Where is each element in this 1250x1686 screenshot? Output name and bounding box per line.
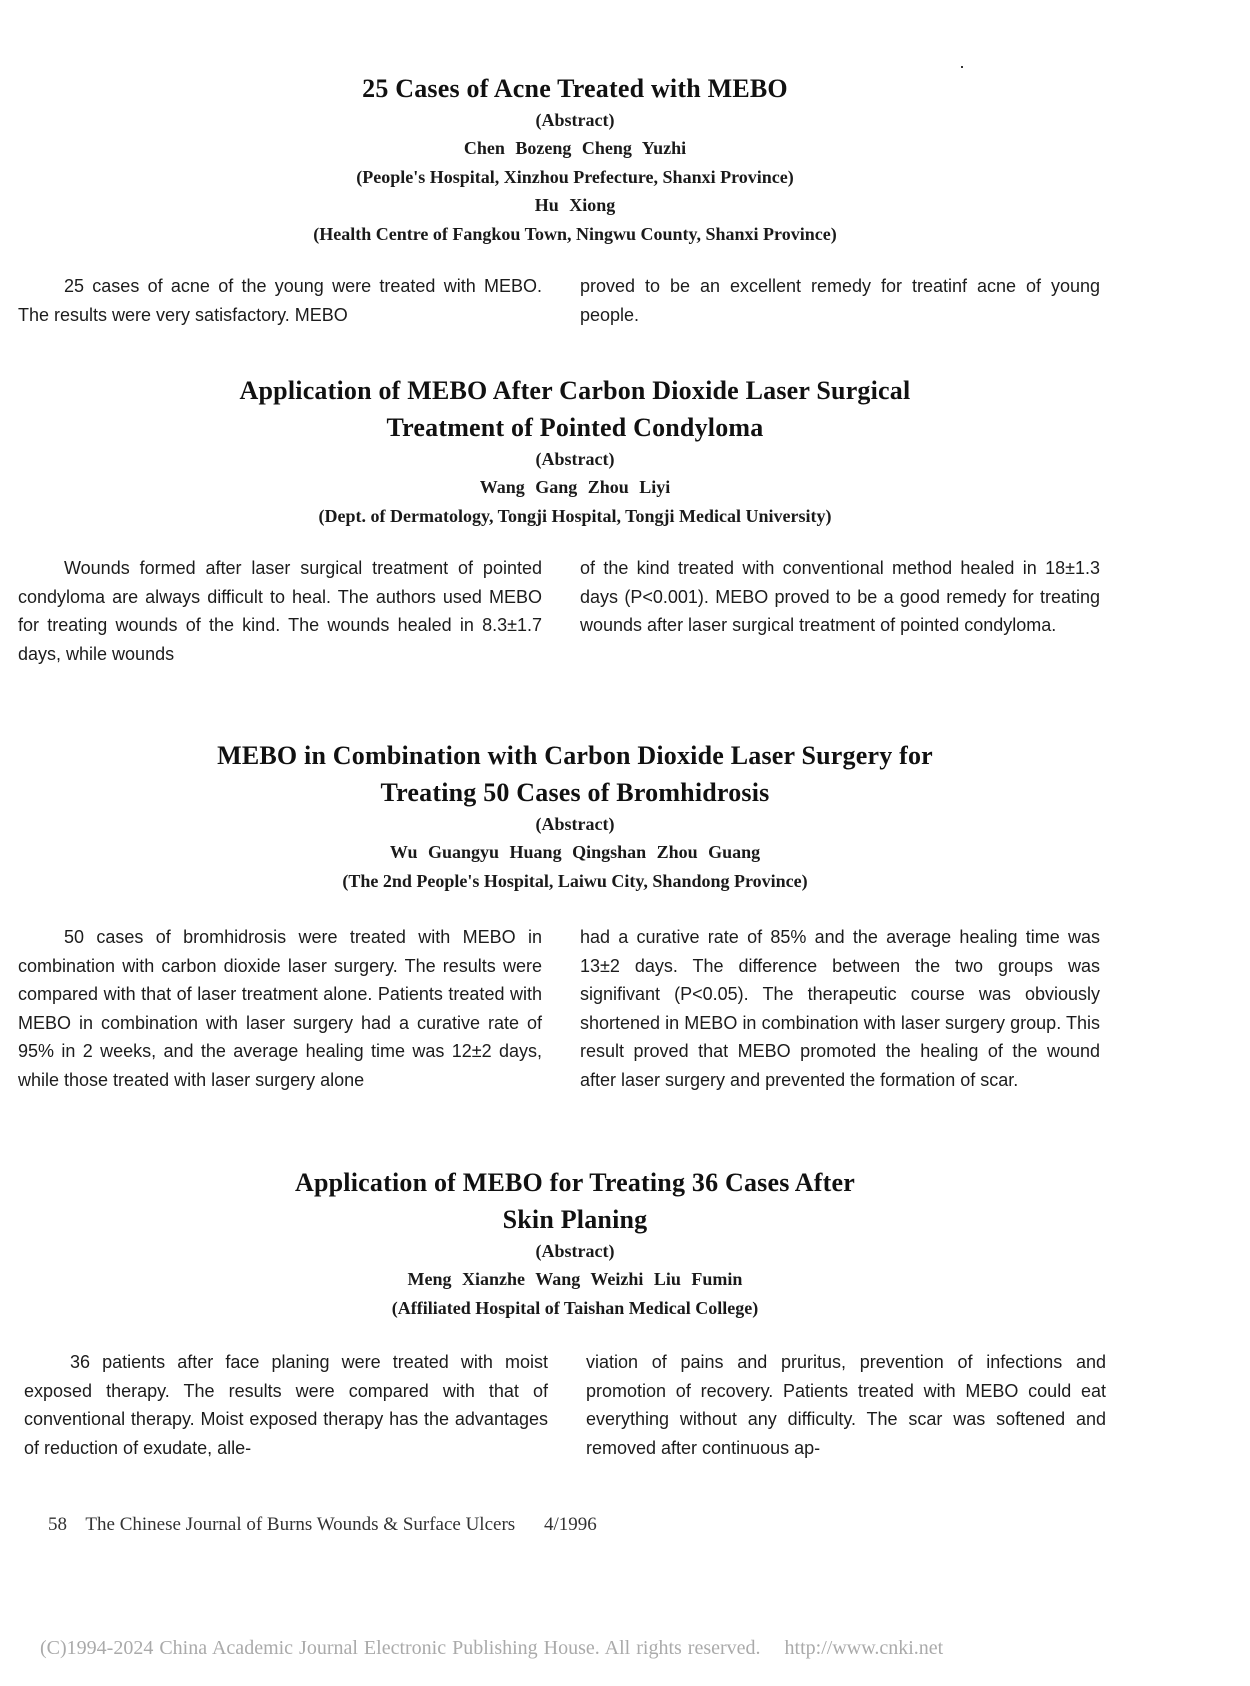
body-left-column: Wounds formed after laser surgical treatment of pointed condyloma are always difficult to heal. The authors used MEBO for treating wounds of the kind. The wounds healed in 8.3±1.7 days, while wounds bbox=[18, 558, 542, 664]
article-acne bbox=[0, 70, 1250, 402]
affiliation: (Affiliated Hospital of Taishan Medical College) bbox=[391, 1298, 759, 1318]
abstract-label: (Abstract) bbox=[535, 1241, 615, 1261]
body-left-column: 50 cases of bromhidrosis were treated with MEBO in combination with carbon dioxide laser surgery. The results were compared with that of laser treatment alone. Patients treated with MEBO in combination with laser surgery had a curative rate of 95% in 2 weeks, and the average healing time was 12±2 days, while those treated with laser surgery alone bbox=[18, 927, 542, 1090]
affiliation: (Health Centre of Fangkou Town, Ningwu County, Shanxi Province) bbox=[313, 224, 837, 244]
body-right-column: viation of pains and pruritus, prevention of infections and promotion of recovery. Patients treated with MEBO could eat everything without any difficulty. The scar was softened and removed after continuous ap- bbox=[586, 1352, 1106, 1458]
authors: Wu Guangyu Huang Qingshan Zhou Guang bbox=[389, 842, 761, 862]
abstract-label: (Abstract) bbox=[535, 110, 615, 130]
title-line: Treating 50 Cases of Bromhidrosis bbox=[380, 778, 770, 807]
article-title bbox=[0, 372, 1150, 446]
article-body bbox=[0, 554, 1250, 684]
article-bromhidrosis bbox=[0, 737, 1250, 1090]
body-left-column: 25 cases of acne of the young were treated with MEBO. The results were very satisfactory. MEBO bbox=[18, 276, 542, 325]
journal-name: The Chinese Journal of Burns Wounds & Surface Ulcers bbox=[85, 1514, 516, 1535]
title-line: Treatment of Pointed Condyloma bbox=[386, 413, 764, 442]
article-header bbox=[0, 737, 1150, 895]
issue-number: 4/1996 bbox=[543, 1514, 597, 1535]
body-right-column: had a curative rate of 85% and the average healing time was 13±2 days. The difference between the two groups was signifivant (P<0.05). The therapeutic course was obviously shortened in MEBO in combination with laser surgery group. This result proved that MEBO promoted the healing of the wound after laser surgery and prevented the formation of scar. bbox=[580, 927, 1100, 1090]
article-header bbox=[0, 372, 1150, 530]
title-line: Application of MEBO After Carbon Dioxide Laser Surgical bbox=[239, 376, 911, 405]
article-title bbox=[0, 70, 1150, 107]
title-line: MEBO in Combination with Carbon Dioxide Laser Surgery for bbox=[217, 741, 933, 770]
title-line: Skin Planing bbox=[502, 1205, 648, 1234]
title-line: 25 Cases of Acne Treated with MEBO bbox=[362, 74, 788, 103]
title-line: Application of MEBO for Treating 36 Cases After bbox=[295, 1168, 855, 1197]
article-body bbox=[0, 1348, 1250, 1478]
body-right-column: of the kind treated with conventional method healed in 18±1.3 days (P<0.001). MEBO proved to be a good remedy for treating wounds after laser surgical treatment of pointed condyloma. bbox=[580, 558, 1100, 635]
authors: Hu Xiong bbox=[534, 195, 616, 215]
cnki-link[interactable]: http://www.cnki.net bbox=[784, 1637, 944, 1659]
affiliation: (People's Hospital, Xinzhou Prefecture, Shanxi Province) bbox=[356, 167, 794, 187]
body-right-column: proved to be an excellent remedy for treatinf acne of young people. bbox=[580, 276, 1100, 325]
article-title bbox=[0, 1164, 1150, 1238]
article-skin-planing bbox=[0, 1164, 1250, 1478]
article-header bbox=[0, 70, 1150, 248]
copyright-text: (C)1994-2024 China Academic Journal Electronic Publishing House. All rights reserved. bbox=[40, 1637, 761, 1659]
authors: Chen Bozeng Cheng Yuzhi bbox=[463, 138, 687, 158]
article-header bbox=[0, 1164, 1150, 1322]
affiliation: (Dept. of Dermatology, Tongji Hospital, Tongji Medical University) bbox=[318, 506, 832, 526]
authors: Wang Gang Zhou Liyi bbox=[479, 477, 671, 497]
page-footer bbox=[48, 1514, 597, 1536]
authors: Meng Xianzhe Wang Weizhi Liu Fumin bbox=[407, 1269, 743, 1289]
article-condyloma bbox=[0, 372, 1250, 684]
affiliation: (The 2nd People's Hospital, Laiwu City, Shandong Province) bbox=[342, 871, 808, 891]
page-number: 58 bbox=[48, 1514, 67, 1535]
print-speck bbox=[961, 66, 963, 68]
abstract-label: (Abstract) bbox=[535, 814, 615, 834]
body-left-column: 36 patients after face planing were treated with moist exposed therapy. The results were compared with that of conventional therapy. Moist exposed therapy has the advantages of reduction of exudate, alle- bbox=[24, 1352, 548, 1458]
abstract-label: (Abstract) bbox=[535, 449, 615, 469]
article-body bbox=[0, 923, 1250, 1090]
article-title bbox=[0, 737, 1150, 811]
copyright-notice bbox=[40, 1637, 943, 1660]
